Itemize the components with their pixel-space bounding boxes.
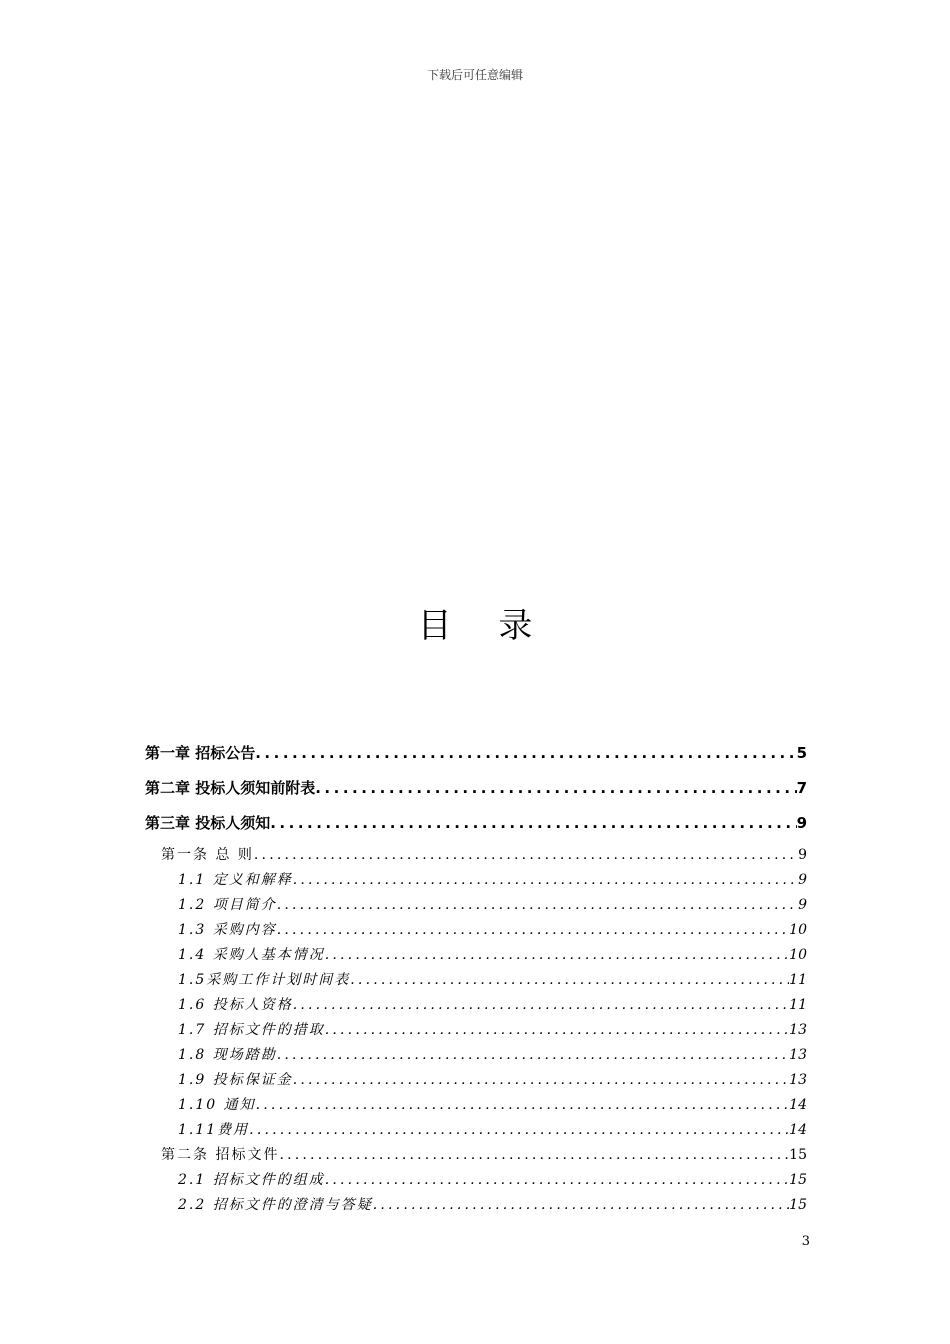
- toc-dot-leader: [315, 773, 796, 803]
- toc-entry-label: 1.5采购工作计划时间表: [178, 972, 351, 988]
- toc-dot-leader: [350, 968, 789, 993]
- toc-entry-label: 1.1 定义和解释: [178, 872, 293, 888]
- toc-dot-leader: [277, 893, 798, 918]
- toc-entry-page: 11: [789, 997, 807, 1013]
- toc-entry-page: 15: [789, 1172, 807, 1188]
- toc-entry-page: 14: [789, 1122, 807, 1138]
- toc-entry[interactable]: [145, 1068, 807, 1093]
- toc-entry[interactable]: [145, 918, 807, 943]
- toc-entry-page: 10: [789, 947, 807, 963]
- toc-entry[interactable]: [145, 1093, 807, 1118]
- toc-dot-leader: [325, 1168, 789, 1193]
- toc-entry-page: 13: [789, 1047, 807, 1063]
- toc-dot-leader: [254, 843, 798, 868]
- toc-entry[interactable]: [145, 1143, 807, 1168]
- toc-entry-label: 1.7 招标文件的措取: [178, 1022, 325, 1038]
- toc-entry-label: 2.2 招标文件的澄清与答疑: [178, 1197, 373, 1213]
- toc-entry-label: 第三章 投标人须知: [145, 814, 271, 832]
- toc-entry-label: 1.9 投标保证金: [178, 1072, 293, 1088]
- toc-entry-label: 1.2 项目简介: [178, 897, 277, 913]
- toc-entry-label: 1.11费用: [178, 1122, 250, 1138]
- toc-entry-page: 15: [789, 1197, 807, 1213]
- toc-entry-label: 2.1 招标文件的组成: [178, 1172, 325, 1188]
- page-number: 3: [801, 1234, 810, 1249]
- toc-dot-leader: [373, 1193, 789, 1218]
- toc-entry-label: 第一条 总 则: [161, 847, 254, 863]
- toc-entry[interactable]: [145, 808, 807, 843]
- toc-dot-leader: [270, 808, 796, 838]
- toc-entry-label: 1.3 采购内容: [178, 922, 277, 938]
- toc-entry[interactable]: [145, 943, 807, 968]
- toc-dot-leader: [249, 1118, 789, 1143]
- toc-entry-label: 1.10 通知: [178, 1097, 256, 1113]
- toc-entry-page: 5: [796, 744, 807, 762]
- toc-entry-page: 10: [789, 922, 807, 938]
- toc-entry[interactable]: [145, 843, 807, 868]
- toc-entry-page: 9: [796, 814, 807, 832]
- toc-entry-label: 1.6 投标人资格: [178, 997, 293, 1013]
- toc-entry[interactable]: [145, 773, 807, 808]
- toc-entry-label: 第二章 投标人须知前附表: [145, 779, 316, 797]
- toc-entry-page: 11: [789, 972, 807, 988]
- toc-entry-page: 15: [789, 1147, 807, 1163]
- toc-entry[interactable]: [145, 993, 807, 1018]
- toc-entry[interactable]: [145, 1118, 807, 1143]
- toc-entry-page: 14: [789, 1097, 807, 1113]
- toc-entry[interactable]: [145, 1043, 807, 1068]
- toc-entry-label: 1.8 现场踏勘: [178, 1047, 277, 1063]
- toc-entry[interactable]: [145, 968, 807, 993]
- toc-entry-page: 7: [796, 779, 807, 797]
- toc-dot-leader: [277, 1043, 789, 1068]
- table-of-contents: [145, 738, 807, 1218]
- page-header: 下载后可任意编辑: [426, 68, 523, 82]
- toc-dot-leader: [293, 868, 798, 893]
- toc-entry-label: 第二条 招标文件: [161, 1147, 280, 1163]
- toc-entry[interactable]: [145, 868, 807, 893]
- toc-entry-page: 9: [798, 872, 807, 888]
- toc-title: 目 录: [417, 606, 551, 646]
- toc-entry[interactable]: [145, 1168, 807, 1193]
- toc-entry[interactable]: [145, 738, 807, 773]
- toc-dot-leader: [279, 1143, 789, 1168]
- toc-dot-leader: [293, 1068, 789, 1093]
- toc-entry[interactable]: [145, 1193, 807, 1218]
- toc-entry-label: 第一章 招标公告: [145, 744, 256, 762]
- toc-entry-label: 1.4 采购人基本情况: [178, 947, 325, 963]
- toc-entry-page: 13: [789, 1072, 807, 1088]
- toc-dot-leader: [256, 1093, 790, 1118]
- toc-dot-leader: [277, 918, 789, 943]
- toc-entry-page: 9: [798, 897, 807, 913]
- toc-entry[interactable]: [145, 893, 807, 918]
- toc-dot-leader: [293, 993, 789, 1018]
- toc-entry-page: 13: [789, 1022, 807, 1038]
- toc-entry[interactable]: [145, 1018, 807, 1043]
- toc-dot-leader: [325, 1018, 789, 1043]
- toc-dot-leader: [325, 943, 789, 968]
- toc-dot-leader: [255, 738, 796, 768]
- toc-entry-page: 9: [798, 847, 807, 863]
